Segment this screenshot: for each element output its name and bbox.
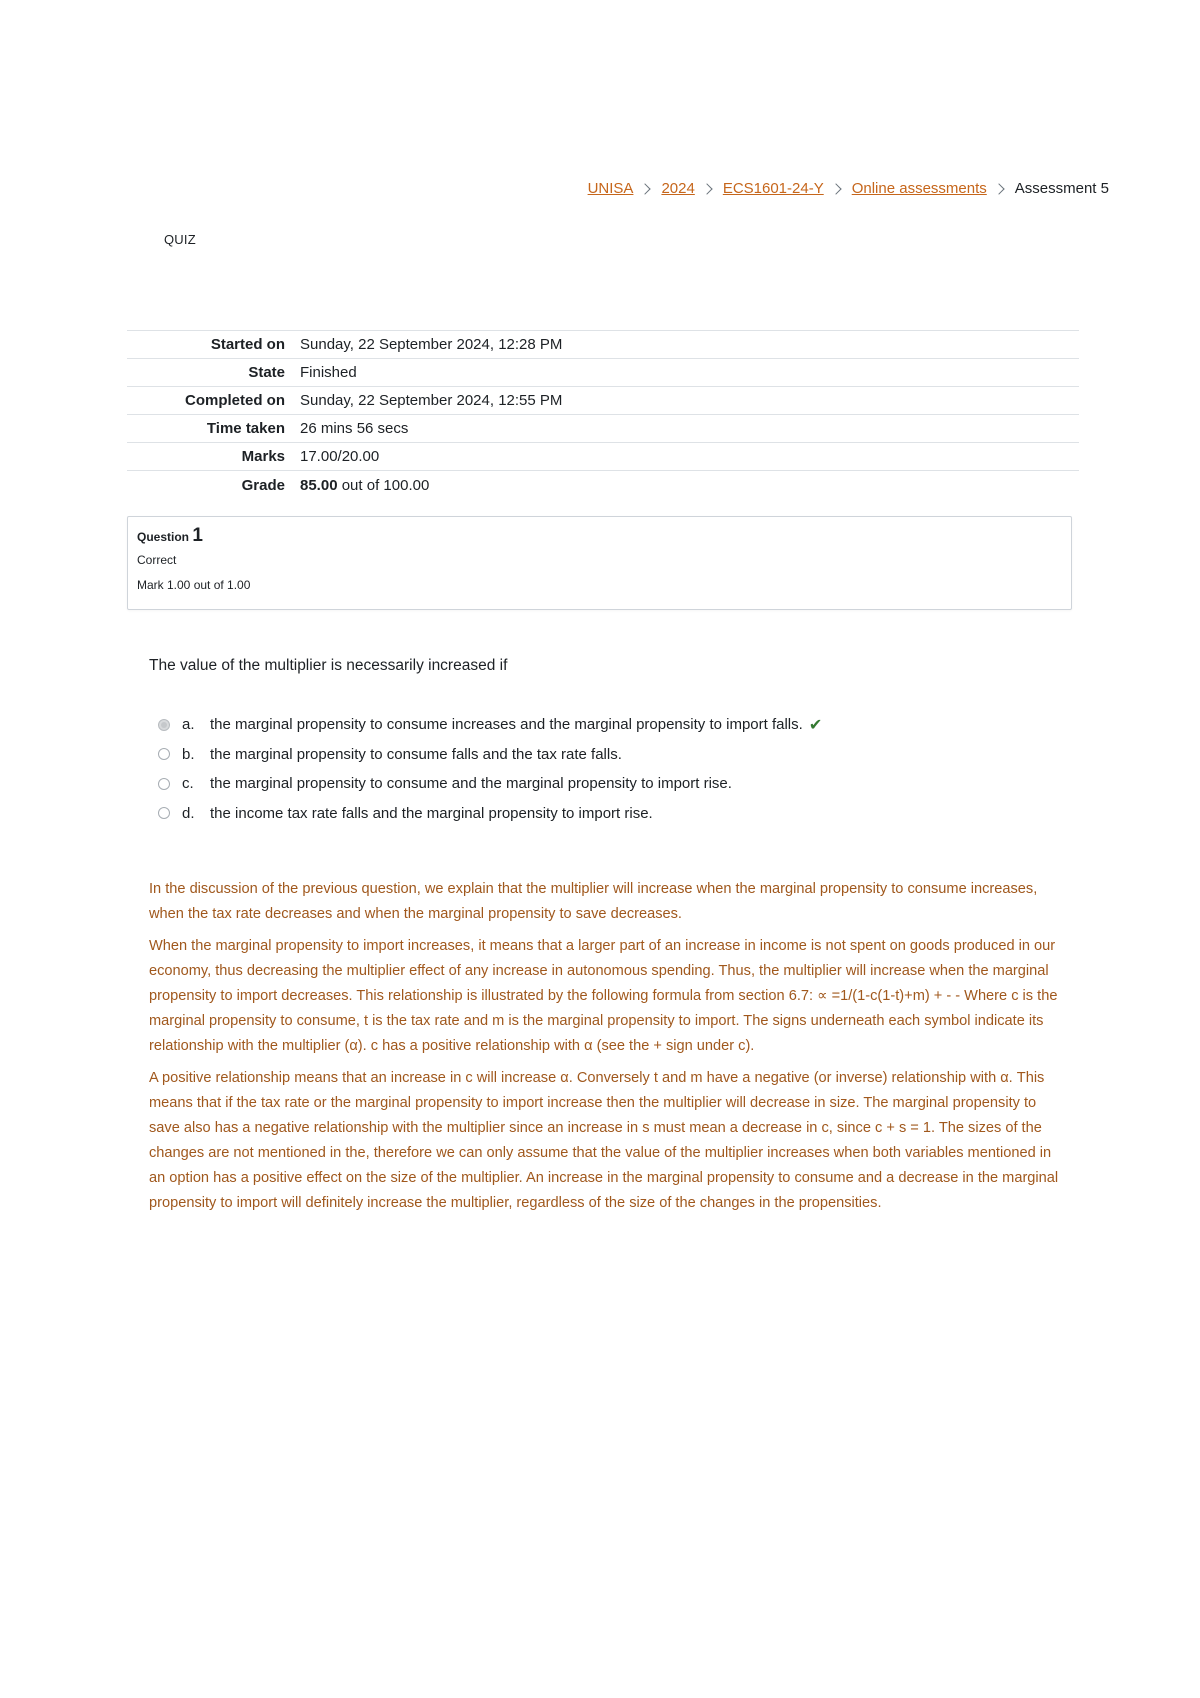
answer-list: [158, 710, 822, 828]
summary-value: 26 mins 56 secs: [300, 420, 409, 437]
summary-row: [127, 331, 1079, 359]
summary-label: Time taken: [206, 420, 285, 437]
breadcrumb-link-course[interactable]: ECS1601-24-Y: [722, 180, 824, 197]
answer-letter: d.: [182, 804, 195, 822]
breadcrumb-link-unisa[interactable]: UNISA: [587, 180, 634, 197]
summary-row: [127, 387, 1079, 415]
answer-option-a[interactable]: [158, 710, 822, 740]
page-section-label: QUIZ: [164, 232, 196, 247]
breadcrumb-current: Assessment 5: [1014, 180, 1109, 197]
answer-text: the income tax rate falls and the marginal propensity to import rise.: [210, 804, 653, 822]
summary-value: [300, 471, 1079, 500]
breadcrumb-link-online-assessments[interactable]: Online assessments: [851, 180, 987, 197]
question-number: [137, 525, 1071, 547]
question-number-value: 1: [192, 525, 203, 546]
feedback-paragraph: A positive relationship means that an increase in c will increase α. Conversely t and m have a negative (or inverse) relationship with α. This means that if the tax rate or the marginal propensity to import increase then the multiplier will decrease in size. The marginal propensity to save also has a negative relationship with the multiplier since an increase in s must mean a decrease in c, since c + s = 1. The sizes of the changes are not mentioned in the, therefore we can only assume that the value of the multiplier increases when both variables mentioned in an option has a positive effect on the size of the multiplier. An increase in the marginal propensity to consume and a decrease in the marginal propensity to import will definitely increase the multiplier, regardless of the size of the changes in the propensities.: [149, 1070, 1059, 1211]
radio-icon[interactable]: [158, 807, 170, 819]
summary-row: [127, 443, 1079, 471]
summary-value: Sunday, 22 September 2024, 12:55 PM: [300, 392, 563, 409]
attempt-summary-table: [127, 330, 1079, 499]
question-text: The value of the multiplier is necessarily increased if: [149, 657, 508, 674]
summary-label: Started on: [210, 336, 285, 353]
chevron-right-icon: [701, 183, 712, 194]
answer-text: the marginal propensity to consume increases and the marginal propensity to import falls.: [210, 716, 803, 734]
grade-out-of: out of 100.00: [337, 477, 430, 494]
summary-label: Grade: [241, 477, 285, 494]
breadcrumb-link-year[interactable]: 2024: [661, 180, 695, 197]
breadcrumb: [588, 180, 1109, 197]
radio-selected-icon[interactable]: [158, 719, 170, 731]
summary-row-grade: [127, 471, 1079, 500]
question-label: Question: [137, 530, 190, 544]
summary-label: Marks: [241, 448, 285, 465]
answer-text: the marginal propensity to consume falls and the tax rate falls.: [210, 745, 622, 763]
chevron-right-icon: [640, 183, 651, 194]
answer-option-b[interactable]: [158, 740, 822, 770]
summary-label: Completed on: [185, 392, 285, 409]
answer-option-d[interactable]: [158, 799, 822, 829]
feedback-paragraph: In the discussion of the previous question, we explain that the multiplier will increase when the marginal propensity to consume increases, when the tax rate decreases and when the marginal propensity to save decreases.: [149, 881, 1038, 922]
answer-letter: c.: [182, 775, 194, 793]
answer-option-c[interactable]: [158, 769, 822, 799]
chevron-right-icon: [993, 183, 1004, 194]
summary-value: Finished: [300, 364, 357, 381]
question-info-box: [127, 516, 1072, 610]
feedback-paragraph: When the marginal propensity to import increases, it means that a larger part of an increase in income is not spent on goods produced in our economy, thus decreasing the multiplier effect of any increase in autonomous spending. Thus, the multiplier will increase when the marginal propensity to import decreases. This relationship is illustrated by the following formula from section 6.7: ∝ =1/(1-c(1-t)+m) + - - Where c is the marginal propensity to consume, t is the tax rate and m is the marginal propensity to import. The signs underneath each symbol indicate its relationship with the multiplier (α). c has a positive relationship with α (see the + sign under c).: [149, 938, 1058, 1054]
check-icon: ✔: [808, 716, 823, 734]
general-feedback: [149, 877, 1069, 1223]
summary-value: Sunday, 22 September 2024, 12:28 PM: [300, 336, 563, 353]
question-state: Correct: [137, 553, 177, 567]
summary-value: 17.00/20.00: [300, 448, 380, 465]
answer-letter: a.: [182, 716, 195, 734]
answer-letter: b.: [182, 745, 195, 763]
answer-text: the marginal propensity to consume and the marginal propensity to import rise.: [210, 775, 732, 793]
grade-value: 85.00: [300, 477, 338, 494]
radio-icon[interactable]: [158, 778, 170, 790]
question-mark: Mark 1.00 out of 1.00: [137, 578, 251, 592]
radio-icon[interactable]: [158, 748, 170, 760]
summary-label: State: [248, 364, 285, 381]
chevron-right-icon: [830, 183, 841, 194]
summary-row: [127, 359, 1079, 387]
summary-row: [127, 415, 1079, 443]
